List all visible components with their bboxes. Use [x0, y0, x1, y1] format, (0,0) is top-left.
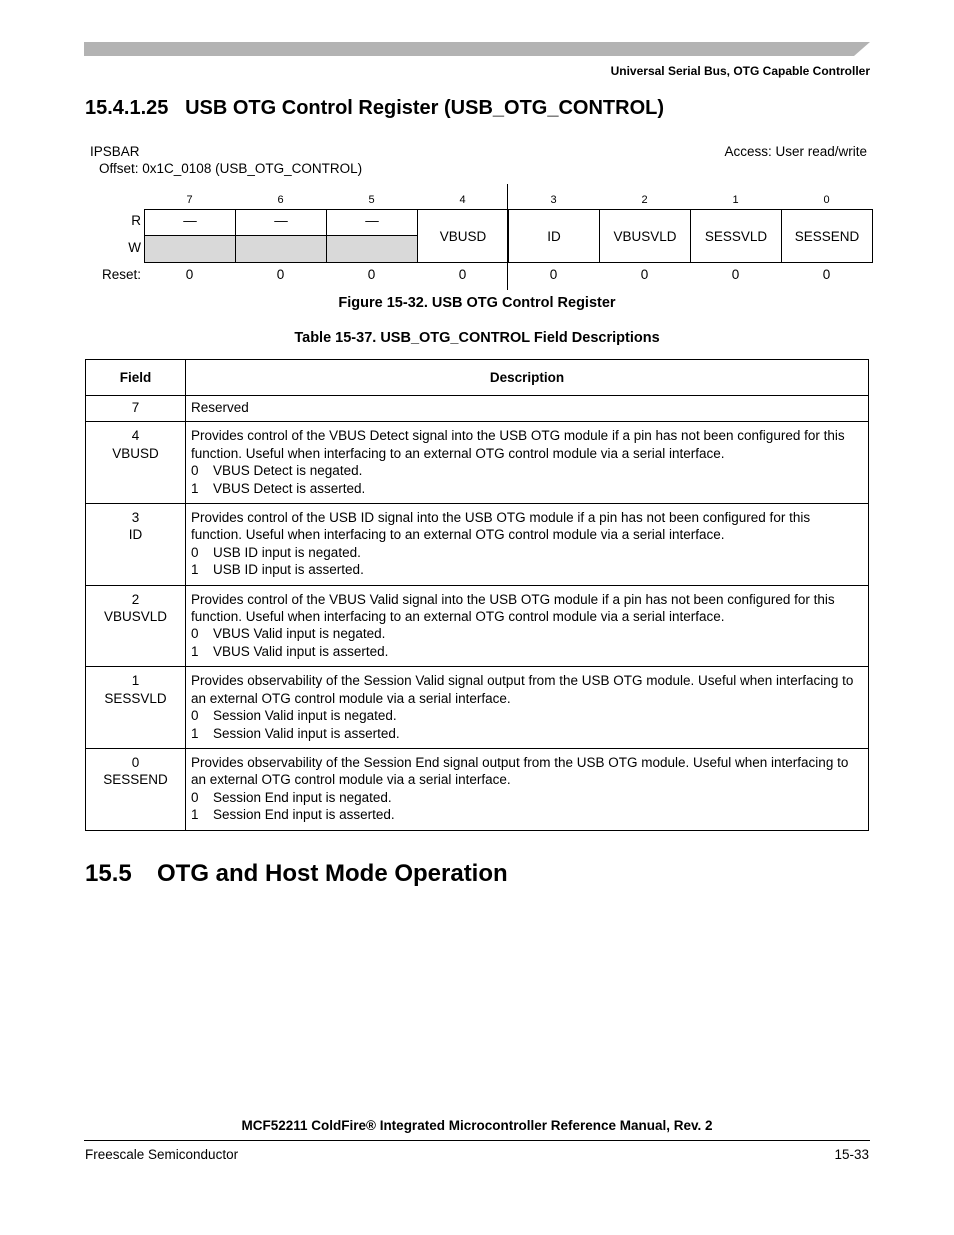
description-cell	[186, 422, 869, 504]
encoding-line	[191, 480, 863, 497]
reserved-write-cell	[326, 235, 418, 263]
encoding-line	[191, 462, 863, 479]
field-cell	[86, 585, 186, 667]
reset-row-label: Reset:	[101, 267, 141, 282]
register-field-cell: VBUSVLD	[599, 209, 691, 263]
description-text: Provides observability of the Session Valid signal output from the USB OTG module. Useful when interfacing to an external OTG control module via a serial interface.	[191, 673, 854, 706]
field-name: SESSEND	[103, 772, 168, 788]
encoding-value: 0	[191, 544, 199, 560]
encoding-text: VBUS Detect is negated.	[213, 463, 363, 479]
register-field-cell: SESSVLD	[690, 209, 782, 263]
description-cell	[186, 585, 869, 667]
running-header: Universal Serial Bus, OTG Capable Controller	[610, 64, 870, 78]
reset-value: 0	[549, 267, 558, 282]
reserved-write-cell	[144, 235, 236, 263]
register-diagram	[85, 184, 870, 292]
encoding-text: VBUS Valid input is negated.	[213, 626, 386, 642]
table-row	[86, 504, 869, 586]
field-name: VBUSVLD	[103, 609, 168, 625]
encoding-value: 1	[191, 480, 199, 496]
register-base: IPSBAR	[90, 144, 140, 159]
reset-value: 0	[185, 267, 194, 282]
field-bit: 4	[131, 428, 140, 444]
field-bit: 3	[131, 510, 140, 526]
field-name: SESSVLD	[104, 690, 167, 706]
encoding-value: 1	[191, 562, 199, 578]
write-row-label: W	[128, 240, 141, 255]
footer-manual-title: MCF52211 ColdFire® Integrated Microcontroller Reference Manual, Rev. 2	[241, 1118, 713, 1133]
read-row-label: R	[131, 213, 141, 228]
table-row	[86, 422, 869, 504]
encoding-text: VBUS Detect is asserted.	[213, 480, 366, 496]
register-field-cell: VBUSD	[417, 209, 509, 263]
encoding-text: Session End input is asserted.	[213, 807, 395, 823]
section-heading-2	[85, 860, 508, 888]
encoding-text: VBUS Valid input is asserted.	[213, 643, 389, 659]
bit-number: 0	[823, 194, 830, 206]
description-cell	[186, 504, 869, 586]
table-row	[86, 585, 869, 667]
encoding-value: 0	[191, 463, 199, 479]
section-number: 15.4.1.25	[85, 97, 169, 119]
description-column-header: Description	[186, 360, 869, 396]
encoding-text: USB ID input is asserted.	[213, 562, 364, 578]
encoding-line	[191, 544, 863, 561]
section-heading	[85, 97, 664, 120]
reset-value: 0	[458, 267, 467, 282]
footer-company: Freescale Semiconductor	[85, 1147, 239, 1162]
encoding-text: Session Valid input is asserted.	[213, 725, 400, 741]
field-cell	[86, 748, 186, 830]
encoding-value: 0	[191, 626, 199, 642]
reserved-read-cell: —	[144, 209, 236, 236]
encoding-text: Session End input is negated.	[213, 789, 392, 805]
table-row	[86, 748, 869, 830]
encoding-line	[191, 725, 863, 742]
reserved-read-cell: —	[235, 209, 327, 236]
encoding-line	[191, 789, 863, 806]
field-cell	[86, 504, 186, 586]
description-text: Reserved	[191, 400, 249, 415]
table-body	[86, 396, 869, 831]
field-bit: 7	[131, 400, 140, 415]
encoding-value: 1	[191, 643, 199, 659]
register-access: Access: User read/write	[724, 144, 867, 159]
field-bit: 0	[131, 754, 140, 770]
encoding-value: 0	[191, 789, 199, 805]
description-text: Provides control of the USB ID signal into the USB OTG module if a pin has not been configured for this function. Useful when interfacing to an external OTG control module via a serial interface.	[191, 510, 811, 543]
bit-number: 4	[459, 194, 466, 206]
field-name: ID	[128, 527, 143, 543]
encoding-value: 1	[191, 725, 199, 741]
footer-page-number: 15-33	[834, 1147, 869, 1162]
description-text: Provides control of the VBUS Valid signal into the USB OTG module if a pin has not been configured for this function. Useful when interfacing to an external OTG control module via a serial interface.	[191, 591, 835, 625]
reset-value: 0	[822, 267, 831, 282]
encoding-value: 1	[191, 807, 199, 823]
section2-number: 15.5	[85, 860, 132, 887]
field-bit: 1	[131, 673, 140, 689]
register-field-cell: ID	[508, 209, 600, 263]
encoding-line	[191, 561, 863, 578]
field-cell	[86, 396, 186, 422]
section2-title: OTG and Host Mode Operation	[157, 860, 508, 887]
table-caption: Table 15-37. USB_OTG_CONTROL Field Descriptions	[294, 330, 660, 346]
bit-number: 2	[641, 194, 648, 206]
header-bar	[84, 42, 870, 56]
description-cell	[186, 748, 869, 830]
encoding-line	[191, 643, 863, 660]
reserved-read-cell: —	[326, 209, 418, 236]
register-offset: Offset: 0x1C_0108 (USB_OTG_CONTROL)	[99, 161, 363, 176]
field-cell	[86, 422, 186, 504]
bit-number: 5	[368, 194, 375, 206]
encoding-text: Session Valid input is negated.	[213, 708, 397, 724]
field-cell	[86, 667, 186, 749]
encoding-line	[191, 806, 863, 823]
register-field-cell: SESSEND	[781, 209, 873, 263]
field-description-table	[85, 359, 869, 831]
encoding-line	[191, 707, 863, 724]
bit-number: 1	[732, 194, 739, 206]
bit-number: 3	[550, 194, 557, 206]
table-row	[86, 396, 869, 422]
description-text: Provides control of the VBUS Detect signal into the USB OTG module if a pin has not been configured for this function. Useful when interfacing to an external OTG control module via a serial interface.	[191, 428, 845, 461]
description-text: Provides observability of the Session End signal output from the USB OTG module. Useful when interfacing to an external OTG control module via a serial interface.	[191, 754, 849, 788]
reset-value: 0	[640, 267, 649, 282]
field-name: VBUSD	[112, 445, 159, 461]
encoding-text: USB ID input is negated.	[213, 544, 361, 560]
reset-value: 0	[276, 267, 285, 282]
bit-number: 7	[186, 194, 193, 206]
encoding-line	[191, 625, 863, 642]
reserved-write-cell	[235, 235, 327, 263]
encoding-value: 0	[191, 708, 199, 724]
field-column-header: Field	[86, 360, 186, 396]
table-row	[86, 667, 869, 749]
table-header-row	[86, 360, 869, 396]
reset-value: 0	[367, 267, 376, 282]
description-cell	[186, 667, 869, 749]
field-bit: 2	[131, 591, 140, 607]
reset-value: 0	[731, 267, 740, 282]
section-title-text: USB OTG Control Register (USB_OTG_CONTROL)	[185, 97, 664, 119]
figure-caption: Figure 15-32. USB OTG Control Register	[338, 295, 616, 311]
bit-number: 6	[277, 194, 284, 206]
description-cell	[186, 396, 869, 422]
footer-divider	[84, 1140, 870, 1141]
